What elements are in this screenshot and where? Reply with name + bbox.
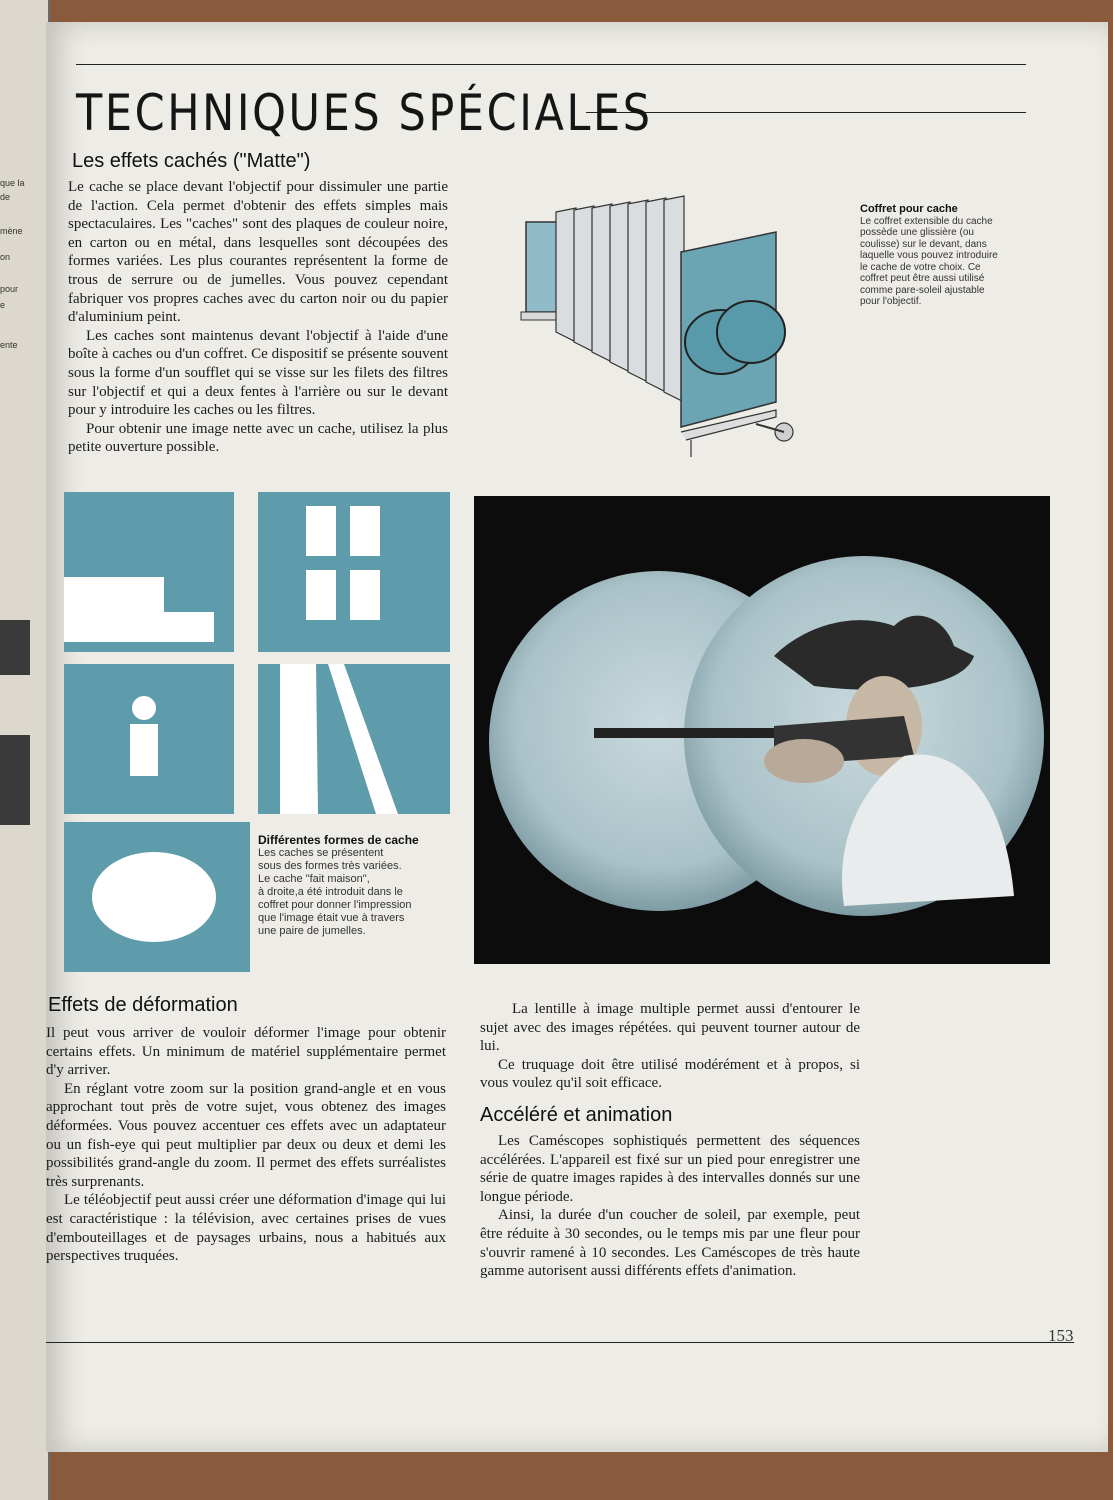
- caption-line: possède une glissière (ou: [860, 227, 974, 238]
- facing-page-fragment: mène: [0, 226, 23, 236]
- section-heading-timelapse: Accéléré et animation: [480, 1104, 673, 1126]
- section-body-timelapse: [480, 1132, 860, 1281]
- facing-page-photo: [0, 735, 30, 825]
- facing-page-fragment: pour: [0, 284, 19, 294]
- top-rule: [76, 64, 1026, 65]
- caption-line: coffret peut être aussi utilisé: [860, 273, 985, 284]
- mask-tile-diagonal: [258, 664, 450, 814]
- section-body-matte: [68, 178, 448, 457]
- section-heading-matte: Les effets cachés ("Matte"): [72, 150, 311, 172]
- caption-line: Le cache "fait maison",: [258, 873, 370, 885]
- shapes-caption: [258, 834, 454, 938]
- section-body-deformation: [46, 1024, 446, 1266]
- page-title: TECHNIQUES SPÉCIALES: [76, 84, 653, 142]
- caption-line: Les caches se présentent: [258, 847, 384, 859]
- paragraph: Le cache se place devant l'objectif pour dissimuler une partie de l'action. Cela permet d'obtenir des effets simples mais spectaculaires. Les "caches" sont des plaques de couleur noire, en carton ou en métal, dans lesquelles sont découpées des formes variées. Les plus courantes représentent la forme de trous de serrure ou de jumelles. Vous pouvez cependant fabriquer vos propres caches avec du carton noir ou du papier d'aluminium peint.: [68, 179, 448, 326]
- facing-page-fragment: e: [0, 300, 6, 310]
- caption-line: à droite,a été introduit dans le: [258, 886, 403, 898]
- section-heading-deformation: Effets de déformation: [48, 994, 238, 1016]
- caption-line: que l'image était vue à travers: [258, 912, 405, 924]
- facing-page-fragment: on: [0, 252, 11, 262]
- paragraph: Ce truquage doit être utilisé modérément et à propos, si vous voulez qu'il soit efficace.: [480, 1056, 860, 1092]
- caption-line: Le coffret extensible du cache: [860, 215, 993, 227]
- paragraph: Le téléobjectif peut aussi créer une déformation d'image qui lui est caractéristique : la télévision, avec certaines prises de vues d'embouteillages et de paysages urbains, nous a habitués aux perspectives truquées.: [46, 1192, 446, 1265]
- caption-line: comme pare-soleil ajustable: [860, 284, 985, 296]
- caption-line: laquelle vous pouvez introduire: [860, 250, 998, 261]
- caption-line: coulisse) sur le devant, dans: [860, 238, 987, 250]
- mask-tile-oval: [64, 822, 250, 972]
- caption-line: sous des formes très variées.: [258, 860, 402, 872]
- paragraph: Il peut vous arriver de vouloir déformer l'image pour obtenir certains effets. Un minimum de matériel supplémentaire permet d'y arriver.: [46, 1025, 446, 1079]
- mask-tile-window: [258, 492, 450, 652]
- paragraph: Pour obtenir une image nette avec un cache, utilisez la plus petite ouverture possible.: [68, 420, 448, 456]
- book-page: [46, 22, 1108, 1452]
- caption-line: le cache de votre choix. Ce: [860, 261, 981, 273]
- caption-line: pour l'objectif.: [860, 296, 922, 307]
- matte-box-illustration: [516, 192, 816, 462]
- caption-line: une paire de jumelles.: [258, 925, 366, 937]
- facing-page-edge: [0, 0, 50, 1500]
- matte-box-caption: [860, 204, 1030, 308]
- facing-page-photo: [0, 620, 30, 675]
- mask-tile-keyhole: [64, 664, 234, 814]
- bottom-rule: [46, 1342, 1074, 1343]
- caption-title: Différentes formes de cache: [258, 833, 419, 847]
- paragraph: La lentille à image multiple permet aussi d'entourer le sujet avec des images répétées. qui peuvent tourner autour de lui.: [480, 1001, 860, 1055]
- page-number: 153: [1048, 1326, 1074, 1345]
- facing-page-fragment: ente: [0, 340, 18, 350]
- caption-title: Coffret pour cache: [860, 203, 958, 215]
- facing-page-fragment: que la: [0, 178, 25, 188]
- paragraph: Ainsi, la durée d'un coucher de soleil, par exemple, peut être réduite à 30 secondes, ou le temps mis par une fleur pour s'ouvrir ramené à 10 secondes. Les Caméscopes de très haute gamme autorisent aussi différents effets d'animation.: [480, 1207, 860, 1280]
- caption-line: coffret pour donner l'impression: [258, 899, 412, 911]
- binocular-photo: [474, 496, 1050, 964]
- facing-page-fragment: de: [0, 192, 11, 202]
- mask-tile-corner: [64, 492, 234, 652]
- section-body-deformation-continued: [480, 1000, 860, 1093]
- paragraph: Les caches sont maintenus devant l'objectif à l'aide d'une boîte à caches ou d'un coffret. Ce dispositif se présente souvent sous la forme d'un soufflet qui se visse sur les filets des filtres sur l'objectif et qui a deux fentes à l'arrière ou sur le devant pour y introduire les caches ou les filtres.: [68, 327, 448, 419]
- paragraph: En réglant votre zoom sur la position grand-angle et en vous approchant tout près de votre sujet, vous obtenez des images déformées. Vous pouvez accentuer ces effets avec un adaptateur ou un fish-eye qui peut multiplier par deux ou deux et demi les possibilités grand-angle du zoom. Il permet des effets surréalistes très surprenants.: [46, 1080, 446, 1190]
- paragraph: Les Caméscopes sophistiqués permettent des séquences accélérées. L'appareil est fixé sur un pied pour enregistrer une série de quatre images rapides à des intervalles donnés sur une longue période.: [480, 1133, 860, 1205]
